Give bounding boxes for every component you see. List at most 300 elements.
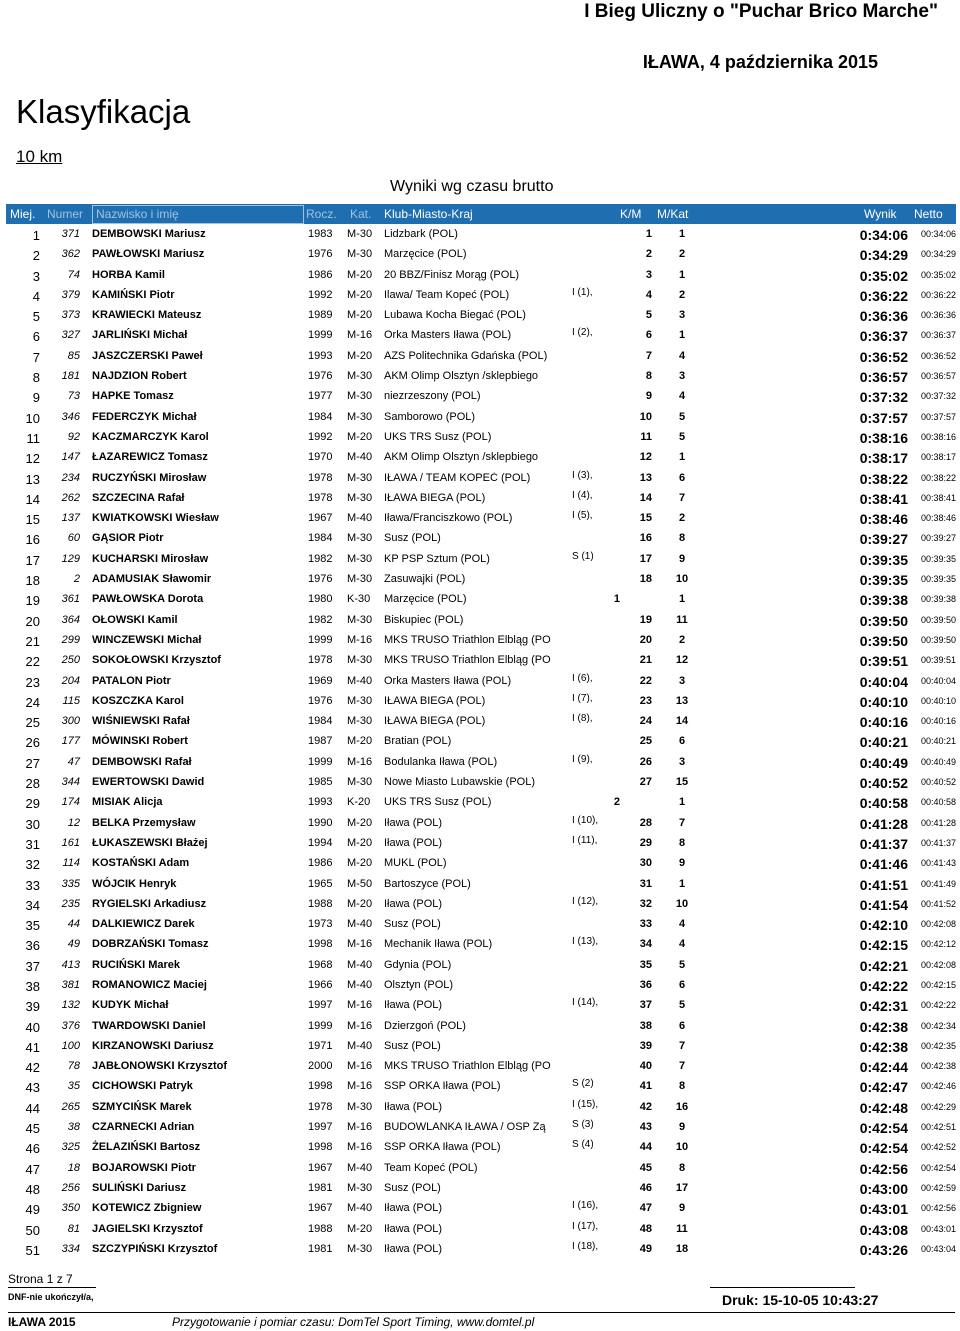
table-row [0, 589, 960, 609]
bib-number: 381 [61, 978, 80, 991]
bib-number: 299 [61, 633, 80, 646]
runner-name: PATALON Piotr [92, 674, 171, 687]
category: M-16 [347, 999, 373, 1012]
club: Iława (POL) [384, 999, 443, 1012]
col-header-km: K/M [620, 207, 642, 221]
runner-name: DEMBOWSKI Rafał [92, 755, 192, 768]
net-time: 00:41:52 [920, 898, 956, 909]
club: MKS TRUSO Triathlon Elbląg (PO [384, 633, 551, 646]
position: 28 [25, 776, 40, 792]
category: M-40 [347, 674, 373, 687]
category-place: 7 [678, 1039, 686, 1052]
runner-name: WINCZEWSKI Michał [92, 633, 202, 646]
col-header-net: Netto [914, 207, 943, 221]
gender-place: 6 [645, 329, 652, 342]
category-place: 4 [678, 938, 686, 951]
birth-year: 1999 [308, 755, 333, 768]
print-line [710, 1287, 855, 1288]
category: M-50 [347, 877, 373, 890]
net-time: 00:42:22 [920, 1000, 956, 1011]
gender-place: 36 [639, 978, 652, 991]
gender-place: 10 [639, 410, 652, 423]
extra-class: S (4) [572, 1139, 594, 1151]
net-time: 00:34:06 [920, 229, 956, 239]
table-row [0, 1178, 960, 1198]
club: Susz (POL) [384, 918, 441, 931]
category-place: 6 [678, 1019, 686, 1032]
net-time: 00:39:50 [920, 614, 956, 625]
table-row [0, 731, 960, 751]
bib-number: 161 [61, 836, 80, 849]
table-row [0, 1158, 960, 1178]
gross-time: 0:42:15 [859, 937, 908, 954]
net-time: 00:42:15 [920, 979, 956, 990]
extra-class: I (13), [572, 936, 599, 948]
category-place: 11 [676, 1222, 688, 1235]
extra-class: I (4), [572, 489, 593, 501]
club: Biskupiec (POL) [384, 613, 464, 626]
category: K-30 [347, 593, 371, 606]
runner-name: ADAMUSIAK Sławomir [92, 573, 212, 586]
net-time: 00:39:38 [920, 594, 956, 605]
birth-year: 1968 [308, 958, 333, 971]
club: IŁAWA BIEGA (POL) [384, 694, 486, 707]
birth-year: 1999 [308, 1019, 333, 1032]
net-time: 00:38:17 [920, 452, 956, 463]
birth-year: 1999 [308, 329, 333, 342]
table-row [0, 630, 960, 650]
extra-class: I (10), [572, 814, 599, 826]
table-row [0, 244, 960, 264]
category: M-30 [347, 715, 373, 728]
position: 29 [25, 796, 40, 812]
club: UKS TRS Susz (POL) [384, 796, 492, 809]
birth-year: 1967 [308, 1161, 333, 1174]
gender-place: 26 [639, 755, 652, 768]
table-row [0, 1097, 960, 1117]
position: 24 [25, 694, 40, 710]
category-place: 17 [675, 1181, 689, 1194]
gender-place: 24 [639, 715, 652, 728]
net-time: 00:36:36 [920, 310, 956, 321]
category: M-20 [347, 857, 373, 870]
net-time: 00:42:29 [920, 1101, 956, 1112]
gross-time: 0:39:51 [859, 653, 908, 670]
gender-place: 22 [639, 674, 652, 687]
gross-time: 0:36:52 [859, 348, 908, 365]
gender-place: 2 [613, 796, 620, 809]
net-time: 00:39:51 [920, 655, 956, 666]
category-place: 8 [678, 532, 686, 545]
club: MKS TRUSO Triathlon Elbląg (PO [384, 654, 551, 667]
gender-place: 32 [639, 897, 652, 910]
club: MUKL (POL) [384, 857, 447, 870]
runner-name: CICHOWSKI Patryk [92, 1080, 193, 1093]
position: 26 [25, 735, 40, 751]
club: Team Kopeć (POL) [384, 1161, 478, 1174]
bib-number: 346 [61, 410, 80, 423]
extra-class: I (16), [572, 1200, 599, 1212]
club: IŁAWA BIEGA (POL) [384, 491, 486, 504]
birth-year: 1973 [308, 918, 333, 931]
table-row [0, 1056, 960, 1076]
category: M-40 [347, 1039, 373, 1052]
runner-name: MÓWINSKI Robert [92, 735, 188, 748]
category: M-16 [347, 633, 373, 646]
net-time: 00:36:22 [920, 289, 956, 300]
table-row [0, 975, 960, 995]
birth-year: 1985 [308, 776, 333, 789]
table-row [0, 955, 960, 975]
position: 5 [32, 309, 40, 325]
birth-year: 1992 [308, 288, 333, 301]
extra-class: I (12), [572, 895, 599, 907]
table-row [0, 934, 960, 954]
gross-time: 0:42:47 [859, 1079, 908, 1096]
gender-place: 27 [639, 776, 652, 789]
col-header-mk: M/Kat [657, 207, 689, 221]
gender-place: 46 [639, 1181, 652, 1194]
position: 21 [25, 633, 40, 649]
category-place: 5 [678, 410, 686, 423]
runner-name: RUCIŃSKI Marek [92, 958, 181, 971]
gender-place: 37 [639, 999, 652, 1012]
gross-time: 0:34:06 [859, 227, 908, 243]
runner-name: PAWŁOWSKI Mariusz [92, 248, 205, 261]
club: Iława (POL) [384, 816, 443, 829]
runner-name: KOSZCZKA Karol [92, 694, 184, 707]
gender-place: 20 [639, 633, 652, 646]
category-place: 1 [678, 877, 686, 890]
birth-year: 1999 [308, 633, 333, 646]
gross-time: 0:38:22 [859, 470, 908, 487]
table-row [0, 1137, 960, 1157]
category-place: 7 [678, 816, 686, 829]
category-place: 13 [675, 694, 689, 707]
table-row [0, 325, 960, 345]
gross-time: 0:39:50 [859, 612, 908, 629]
category: M-30 [347, 1100, 373, 1113]
table-row [0, 508, 960, 528]
birth-year: 1977 [308, 390, 333, 403]
gender-place: 42 [639, 1100, 652, 1113]
category: M-20 [347, 430, 373, 443]
category: M-30 [347, 390, 373, 403]
gender-place: 21 [639, 654, 652, 667]
gender-place: 16 [639, 532, 652, 545]
gender-place: 23 [639, 694, 652, 707]
category-place: 5 [678, 430, 686, 443]
club: KP PSP Sztum (POL) [384, 552, 490, 565]
table-row [0, 671, 960, 691]
runner-name: SZCZYPIŃSKI Krzysztof [92, 1242, 218, 1255]
club: Ilawa/ Team Kopeć (POL) [384, 288, 510, 301]
category: M-40 [347, 1161, 373, 1174]
runner-name: KRAWIECKI Mateusz [92, 309, 202, 322]
col-header-pos: Miej. [10, 207, 36, 221]
gross-time: 0:40:52 [859, 775, 908, 792]
position: 15 [25, 512, 40, 528]
net-time: 00:42:34 [920, 1020, 956, 1031]
extra-class: I (18), [572, 1240, 599, 1252]
net-time: 00:42:56 [920, 1203, 956, 1214]
position: 6 [32, 329, 40, 345]
gender-place: 31 [639, 877, 652, 890]
table-row [0, 894, 960, 914]
club: Zasuwajki (POL) [384, 573, 466, 586]
bib-number: 364 [61, 613, 80, 626]
birth-year: 1971 [308, 1039, 333, 1052]
category-place: 8 [678, 1161, 686, 1174]
runner-name: SULIŃSKI Dariusz [92, 1181, 187, 1194]
runner-name: RYGIELSKI Arkadiusz [92, 897, 207, 910]
net-time: 00:40:58 [920, 797, 956, 808]
runner-name: JABŁONOWSKI Krzysztof [92, 1060, 228, 1073]
category-place: 1 [678, 329, 686, 342]
gross-time: 0:38:41 [859, 490, 908, 507]
birth-year: 1987 [308, 735, 333, 748]
gender-place: 48 [639, 1222, 652, 1235]
position: 27 [25, 755, 40, 771]
category: M-40 [347, 918, 373, 931]
gender-place: 4 [645, 288, 652, 301]
bib-number: 81 [67, 1222, 80, 1235]
category: K-20 [347, 796, 371, 809]
bib-number: 174 [61, 796, 80, 809]
extra-class: I (3), [572, 469, 593, 481]
extra-class: I (9), [572, 753, 593, 765]
position: 42 [25, 1060, 40, 1076]
gross-time: 0:43:01 [859, 1201, 908, 1218]
category-place: 2 [678, 512, 686, 525]
category-place: 1 [678, 593, 686, 606]
gross-time: 0:39:38 [859, 592, 908, 609]
club: Olsztyn (POL) [384, 978, 454, 991]
col-header-cat: Kat. [350, 207, 372, 221]
table-row [0, 468, 960, 488]
category-place: 9 [678, 1202, 686, 1215]
net-time: 00:40:52 [920, 777, 956, 788]
birth-year: 1976 [308, 248, 333, 261]
category: M-16 [347, 329, 373, 342]
birth-year: 1993 [308, 349, 333, 362]
extra-class: S (3) [572, 1119, 594, 1131]
print-date: Druk: 15-10-05 10:43:27 [722, 1292, 879, 1308]
bib-number: 373 [61, 309, 80, 322]
gross-time: 0:42:56 [859, 1160, 908, 1177]
club: UKS TRS Susz (POL) [384, 430, 492, 443]
bib-number: 18 [67, 1161, 80, 1174]
runner-name: BOJAROWSKI Piotr [92, 1161, 196, 1174]
position: 19 [25, 593, 40, 609]
gender-place: 11 [640, 430, 652, 443]
gender-place: 45 [639, 1161, 652, 1174]
gross-time: 0:41:28 [859, 815, 908, 832]
runner-name: NAJDZION Robert [92, 370, 187, 383]
gross-time: 0:39:35 [859, 551, 908, 568]
runner-name: MISIAK Alicja [92, 796, 163, 809]
runner-name: HAPKE Tomasz [92, 390, 174, 403]
table-row [0, 1076, 960, 1096]
birth-year: 1994 [308, 836, 333, 849]
table-row [0, 386, 960, 406]
net-time: 00:35:02 [920, 269, 956, 280]
category-place: 15 [675, 776, 689, 789]
table-row [0, 427, 960, 447]
category: M-30 [347, 228, 373, 240]
club: Iława (POL) [384, 1222, 443, 1235]
club: AZS Politechnika Gdańska (POL) [384, 349, 548, 362]
results-subtitle: Wyniki wg czasu brutto [390, 178, 554, 195]
gender-place: 33 [639, 918, 652, 931]
club: Iława (POL) [384, 897, 443, 910]
gender-place: 14 [639, 491, 652, 504]
position: 23 [25, 674, 40, 690]
gross-time: 0:40:58 [859, 795, 908, 812]
runner-name: DEMBOWSKI Mariusz [92, 228, 206, 240]
category: M-16 [347, 1080, 373, 1093]
runner-name: SZCZECINA Rafał [92, 491, 185, 504]
table-row [0, 549, 960, 569]
gender-place: 8 [645, 370, 652, 383]
category: M-30 [347, 370, 373, 383]
position: 43 [25, 1080, 40, 1096]
table-row [0, 792, 960, 812]
gross-time: 0:36:22 [859, 287, 908, 304]
bib-number: 38 [67, 1121, 80, 1134]
extra-class: I (2), [572, 327, 593, 339]
gender-place: 25 [639, 735, 652, 748]
gross-time: 0:36:37 [859, 328, 908, 345]
club: IŁAWA / TEAM KOPEĆ (POL) [384, 471, 531, 484]
runner-name: SOKOŁOWSKI Krzysztof [92, 654, 221, 667]
category-place: 6 [678, 471, 686, 484]
gross-time: 0:42:48 [859, 1099, 908, 1116]
birth-year: 1981 [308, 1181, 333, 1194]
runner-name: DOBRZAŃSKI Tomasz [92, 938, 209, 951]
net-time: 00:40:21 [920, 736, 956, 747]
extra-class: I (1), [572, 286, 593, 298]
runner-name: JAGIELSKI Krzysztof [92, 1222, 203, 1235]
table-row [0, 813, 960, 833]
category: M-30 [347, 776, 373, 789]
gross-time: 0:34:29 [859, 247, 908, 264]
position: 22 [25, 654, 40, 670]
birth-year: 1998 [308, 938, 333, 951]
bib-number: 44 [67, 918, 80, 931]
category-place: 7 [678, 1060, 686, 1073]
category: M-30 [347, 410, 373, 423]
category-place: 12 [675, 654, 689, 667]
club: BUDOWLANKA IŁAWA / OSP Zą [384, 1121, 546, 1134]
gross-time: 0:37:57 [859, 409, 908, 426]
category: M-30 [347, 613, 373, 626]
club: Marzęcice (POL) [384, 593, 467, 606]
category-place: 10 [675, 897, 689, 910]
col-header-club: Klub-Miasto-Kraj [384, 207, 473, 221]
category: M-30 [347, 248, 373, 261]
category: M-20 [347, 836, 373, 849]
club: Bartoszyce (POL) [384, 877, 471, 890]
category-place: 6 [678, 978, 686, 991]
club: AKM Olimp Olsztyn /sklepbiego [384, 370, 539, 383]
gross-time: 0:40:04 [859, 673, 908, 690]
bib-number: 250 [61, 654, 80, 667]
col-header-year: Rocz. [306, 207, 337, 221]
category: M-30 [347, 532, 373, 545]
category-place: 5 [678, 999, 686, 1012]
table-row [0, 1016, 960, 1036]
position: 2 [32, 248, 40, 264]
gross-time: 0:42:54 [859, 1140, 908, 1157]
runner-name: DALKIEWICZ Darek [92, 918, 195, 931]
bib-number: 350 [61, 1202, 80, 1215]
footer-rule [8, 1287, 96, 1288]
bib-number: 2 [73, 573, 80, 586]
runner-name: FEDERCZYK Michał [92, 410, 197, 423]
category-place: 1 [678, 268, 686, 281]
runner-name: HORBA Kamil [92, 268, 165, 281]
category-place: 1 [678, 228, 686, 240]
birth-year: 1988 [308, 897, 333, 910]
category: M-20 [347, 897, 373, 910]
net-time: 00:42:59 [920, 1182, 956, 1193]
distance-label: 10 km [16, 147, 63, 166]
position: 49 [25, 1202, 40, 1218]
gender-place: 7 [645, 349, 652, 362]
gross-time: 0:39:35 [859, 572, 908, 589]
birth-year: 1989 [308, 309, 333, 322]
gender-place: 19 [639, 613, 652, 626]
extra-class: I (6), [572, 672, 593, 684]
runner-name: BELKA Przemysław [92, 816, 196, 829]
birth-year: 2000 [308, 1060, 333, 1073]
club: Samborowo (POL) [384, 410, 476, 423]
page-title: Klasyfikacja [16, 93, 191, 130]
runner-name: ROMANOWICZ Maciej [92, 978, 207, 991]
net-time: 00:38:46 [920, 513, 956, 524]
birth-year: 1983 [308, 228, 333, 240]
category-place: 10 [675, 573, 689, 586]
bib-number: 379 [61, 288, 80, 301]
gross-time: 0:43:08 [859, 1221, 908, 1238]
gross-time: 0:37:32 [859, 389, 908, 406]
runner-name: KWIATKOWSKI Wiesław [92, 512, 219, 525]
club: Iława (POL) [384, 1202, 443, 1215]
bib-number: 47 [67, 755, 80, 768]
net-time: 00:37:57 [920, 411, 956, 422]
gross-time: 0:43:00 [859, 1180, 908, 1197]
bib-number: 115 [62, 694, 80, 707]
position: 46 [25, 1141, 40, 1157]
club: Susz (POL) [384, 532, 441, 545]
gender-place: 47 [639, 1202, 652, 1215]
position: 18 [25, 573, 40, 589]
table-row [0, 407, 960, 427]
gross-time: 0:41:37 [859, 835, 908, 852]
category: M-16 [347, 1060, 373, 1073]
category-place: 6 [678, 735, 686, 748]
extra-class: I (8), [572, 713, 593, 725]
position: 50 [25, 1222, 40, 1238]
category-place: 1 [678, 451, 686, 464]
position: 3 [32, 268, 40, 284]
bib-number: 256 [61, 1181, 80, 1194]
gross-time: 0:40:49 [859, 754, 908, 771]
table-row [0, 1036, 960, 1056]
birth-year: 1976 [308, 694, 333, 707]
club: Bodulanka Iława (POL) [384, 755, 498, 768]
